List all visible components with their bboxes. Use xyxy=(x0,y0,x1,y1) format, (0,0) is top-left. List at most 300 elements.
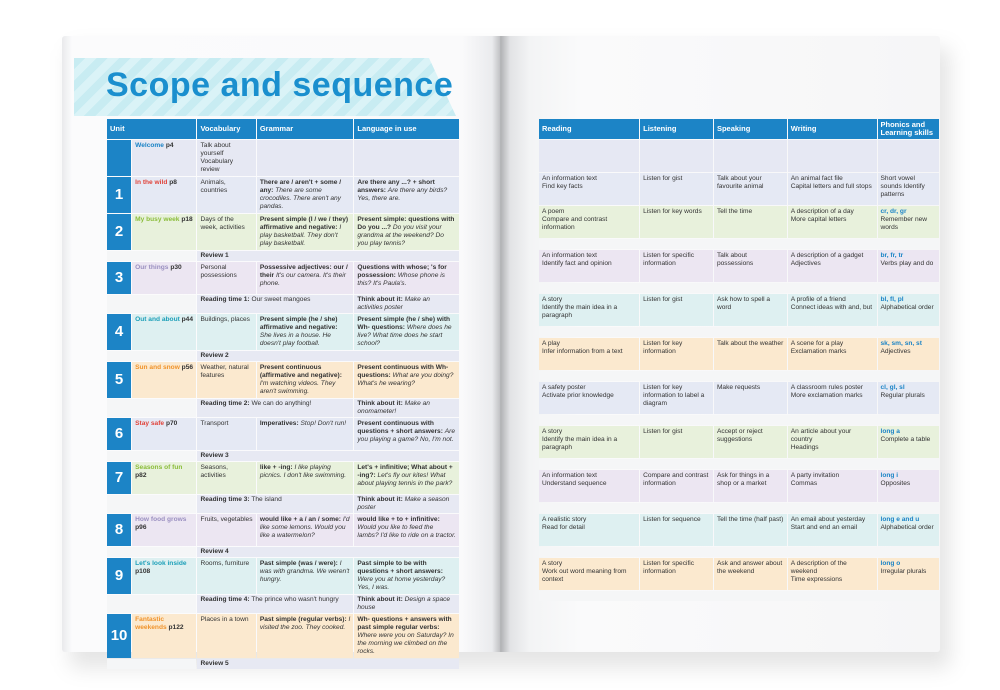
reading-cell xyxy=(539,294,639,326)
table-row xyxy=(539,206,939,238)
table-row xyxy=(539,327,939,337)
review-text: Review 4 xyxy=(200,548,229,555)
grammar-rule: Present continuous (affirmative and negative): xyxy=(259,364,342,379)
unit-page: p56 xyxy=(181,364,194,371)
grammar-example: I visited the zoo. They cooked. xyxy=(259,616,351,631)
table-row xyxy=(107,362,459,398)
row-spacer xyxy=(539,503,939,513)
phonics-sounds: long o xyxy=(880,560,901,567)
phonics-cell xyxy=(878,206,940,238)
unit-number: 2 xyxy=(107,214,131,250)
unit-number: 7 xyxy=(107,462,131,494)
unit-name-cell xyxy=(132,314,196,350)
unit-page: p70 xyxy=(165,420,178,427)
phonics-cell xyxy=(878,173,940,205)
phonics-text: Complete a table xyxy=(880,436,931,443)
table-row xyxy=(539,294,939,326)
phonics-text: Regular plurals xyxy=(880,392,925,399)
vocabulary-text: Personal possessions xyxy=(200,264,237,279)
phonics-sounds: long a xyxy=(880,428,900,435)
row-spacer xyxy=(539,371,939,381)
language-example: Where were you on Saturday? In the morning we climbed on the rocks. xyxy=(357,632,454,655)
grammar-cell xyxy=(257,462,354,494)
header-writing: Writing xyxy=(788,119,877,139)
listening-cell xyxy=(640,173,713,205)
language-example: Whose phone is this? It's Paula's. xyxy=(357,272,445,287)
phonics-cell xyxy=(878,558,940,590)
phonics-sounds: cl, gl, sl xyxy=(880,384,905,391)
grammar-rule: Imperatives: xyxy=(259,420,299,427)
speaking-text: Talk about possessions xyxy=(716,252,754,267)
vocabulary-text: Talk about yourself Vocabulary review xyxy=(200,142,234,173)
think-text: Make an activities poster xyxy=(357,296,430,311)
unit-name-cell xyxy=(132,614,196,658)
reading-time-label: Reading time 4: xyxy=(200,596,250,603)
phonics-sounds: sk, sm, sn, st xyxy=(880,340,922,347)
unit-number: 6 xyxy=(107,418,131,450)
reading-cell xyxy=(539,206,639,238)
vocabulary-cell xyxy=(197,614,255,658)
phonics-cell xyxy=(878,470,940,502)
writing-text: An animal fact file Capital letters and full stops xyxy=(790,175,872,190)
listening-cell xyxy=(640,338,713,370)
language-cell xyxy=(354,177,459,213)
row-spacer xyxy=(107,351,196,361)
listening-text: Listen for key information xyxy=(643,340,683,355)
phonics-cell xyxy=(878,426,940,458)
table-row xyxy=(539,503,939,513)
phonics-text: Alphabetical order xyxy=(880,524,934,531)
phonics-text: Adjectives xyxy=(880,348,911,355)
writing-text: A classroom rules poster More exclamation marks xyxy=(790,384,863,399)
table-row xyxy=(539,283,939,293)
unit-page: p108 xyxy=(135,568,151,575)
listening-cell xyxy=(640,294,713,326)
unit-name-cell xyxy=(132,514,196,546)
table-row xyxy=(107,462,459,494)
reading-time-title: The island xyxy=(251,496,282,503)
language-example: Where does he live? What time does he start school? xyxy=(357,324,452,347)
row-spacer xyxy=(107,399,196,417)
language-cell xyxy=(354,558,459,594)
speaking-cell xyxy=(714,250,787,282)
table-row xyxy=(107,558,459,594)
grammar-example: I was with grandma. We weren't hungry. xyxy=(259,560,350,583)
row-spacer xyxy=(539,547,939,557)
grammar-cell xyxy=(257,514,354,546)
vocabulary-text: Fruits, vegetables xyxy=(200,516,253,523)
language-rule: Present continuous with Wh- questions: xyxy=(357,364,449,379)
think-about-it-cell xyxy=(354,495,459,513)
phonics-text: Short vowel sounds Identify patterns xyxy=(880,175,925,198)
vocabulary-text: Days of the week, activities xyxy=(200,216,245,231)
unit-name-cell xyxy=(132,418,196,450)
table-row xyxy=(107,140,459,176)
unit-name: Our things xyxy=(135,264,169,271)
grammar-example: I play basketball. They don't play basketball. xyxy=(259,224,342,247)
header-reading: Reading xyxy=(539,119,639,139)
table-row xyxy=(107,214,459,250)
unit-page: p44 xyxy=(181,316,194,323)
phonics-cell xyxy=(878,514,940,546)
speaking-cell xyxy=(714,173,787,205)
think-label: Think about it: xyxy=(357,400,403,407)
language-cell xyxy=(354,140,459,176)
language-rule: Let's + infinitive; What about + -ing?: xyxy=(357,464,453,479)
table-row xyxy=(539,415,939,425)
row-spacer xyxy=(539,327,939,337)
listening-cell xyxy=(640,140,713,172)
writing-text: A profile of a friend Connect ideas with and, but xyxy=(790,296,873,311)
grammar-cell xyxy=(257,314,354,350)
table-row xyxy=(107,295,459,313)
vocabulary-cell xyxy=(197,514,255,546)
speaking-text: Ask and answer about the weekend xyxy=(716,560,783,575)
phonics-sounds: long e and u xyxy=(880,516,920,523)
writing-cell xyxy=(788,140,877,172)
table-row xyxy=(107,399,459,417)
speaking-text: Tell the time xyxy=(716,208,753,215)
reading-time-cell xyxy=(197,295,353,313)
scope-table-left xyxy=(106,118,460,670)
reading-cell xyxy=(539,514,639,546)
vocabulary-cell xyxy=(197,314,255,350)
writing-cell xyxy=(788,426,877,458)
table-row xyxy=(539,250,939,282)
think-about-it-cell xyxy=(354,295,459,313)
speaking-cell xyxy=(714,426,787,458)
unit-page: p122 xyxy=(168,624,184,631)
language-rule: Wh- questions + answers with past simple regular verbs: xyxy=(357,616,452,631)
language-example: Let's fly our kites! What about playing tennis in the park? xyxy=(357,472,453,487)
header-listening: Listening xyxy=(640,119,713,139)
think-label: Think about it: xyxy=(357,296,403,303)
phonics-cell xyxy=(878,338,940,370)
header-speaking: Speaking xyxy=(714,119,787,139)
vocabulary-text: Seasons, activities xyxy=(200,464,228,479)
language-rule: would like + to + infinitive: xyxy=(357,516,440,523)
row-spacer xyxy=(107,495,196,513)
unit-number: 4 xyxy=(107,314,131,350)
language-example: Are you playing a game? No, I'm not. xyxy=(357,428,456,443)
table-row xyxy=(107,314,459,350)
row-spacer xyxy=(107,595,196,613)
grammar-rule: would like + a / an / some: xyxy=(259,516,341,523)
think-label: Think about it: xyxy=(357,596,403,603)
unit-number: 1 xyxy=(107,177,131,213)
writing-text: A description of a gadget Adjectives xyxy=(790,252,864,267)
speaking-cell xyxy=(714,140,787,172)
speaking-cell xyxy=(714,206,787,238)
listening-text: Listen for key words xyxy=(643,208,702,215)
unit-name-cell xyxy=(132,462,196,494)
row-spacer xyxy=(539,239,939,249)
phonics-cell xyxy=(878,140,940,172)
unit-page: p4 xyxy=(165,142,174,149)
phonics-sounds: cr, dr, gr xyxy=(880,208,907,215)
unit-number: 9 xyxy=(107,558,131,594)
unit-number: 8 xyxy=(107,514,131,546)
row-spacer xyxy=(107,659,196,669)
grammar-example: I like playing picnics. I don't like swimming. xyxy=(259,464,347,479)
speaking-text: Make requests xyxy=(716,384,761,391)
listening-text: Listen for gist xyxy=(643,175,683,182)
listening-cell xyxy=(640,514,713,546)
writing-text: An email about yesterday Start and end an email xyxy=(790,516,866,531)
speaking-text: Tell the time (half past) xyxy=(716,516,784,523)
unit-name-cell xyxy=(132,214,196,250)
table-row xyxy=(107,547,459,557)
phonics-text: Alphabetical order xyxy=(880,304,934,311)
grammar-cell xyxy=(257,558,354,594)
unit-name-cell xyxy=(132,558,196,594)
vocabulary-cell xyxy=(197,214,255,250)
grammar-rule: Possessive adjectives: our / their xyxy=(259,264,348,279)
reading-cell xyxy=(539,338,639,370)
header-grammar: Grammar xyxy=(257,119,354,139)
listening-cell xyxy=(640,470,713,502)
vocabulary-cell xyxy=(197,177,255,213)
table-row xyxy=(107,451,459,461)
vocabulary-cell xyxy=(197,418,255,450)
table-row xyxy=(107,262,459,294)
unit-name-cell xyxy=(132,362,196,398)
listening-text: Listen for gist xyxy=(643,296,683,303)
writing-cell xyxy=(788,514,877,546)
scope-table-right xyxy=(538,118,940,602)
think-text: Make an onomameter! xyxy=(357,400,430,415)
review-label xyxy=(197,547,459,557)
unit-page: p96 xyxy=(135,524,147,531)
language-cell xyxy=(354,418,459,450)
language-rule: Questions with whose; 's for possession: xyxy=(357,264,447,279)
header-phonics: Phonics and Learning skills xyxy=(878,119,940,139)
unit-name: Welcome xyxy=(135,142,164,149)
writing-text: A scene for a play Exclamation marks xyxy=(790,340,847,355)
language-cell xyxy=(354,314,459,350)
open-book xyxy=(62,36,940,667)
page-title: Scope and sequence xyxy=(106,66,454,104)
grammar-cell xyxy=(257,418,354,450)
review-label xyxy=(197,451,459,461)
writing-cell xyxy=(788,338,877,370)
phonics-cell xyxy=(878,250,940,282)
reading-cell xyxy=(539,382,639,414)
phonics-cell xyxy=(878,294,940,326)
vocabulary-text: Transport xyxy=(200,420,229,427)
language-rule: Past simple to be with questions + short answers: xyxy=(357,560,443,575)
unit-name-cell xyxy=(132,262,196,294)
unit-name: Seasons of fun xyxy=(135,464,183,471)
speaking-cell xyxy=(714,470,787,502)
speaking-cell xyxy=(714,338,787,370)
row-spacer xyxy=(539,591,939,601)
phonics-text: Irregular plurals xyxy=(880,568,927,575)
vocabulary-cell xyxy=(197,558,255,594)
language-example: What are you doing? What's he wearing? xyxy=(357,372,454,387)
language-example: Would you like to feed the lambs? I'd like to ride on a tractor. xyxy=(357,524,456,539)
row-spacer xyxy=(107,251,196,261)
reading-cell xyxy=(539,250,639,282)
writing-text: A description of the weekend Time expressions xyxy=(790,560,847,583)
reading-time-cell xyxy=(197,399,353,417)
language-cell xyxy=(354,614,459,658)
vocabulary-text: Weather, natural features xyxy=(200,364,249,379)
table-row xyxy=(539,371,939,381)
grammar-cell xyxy=(257,140,354,176)
unit-name: Let's look inside xyxy=(135,560,187,567)
reading-text: A poem Compare and contrast information xyxy=(542,208,608,231)
grammar-example: She lives in a house. He doesn't play football. xyxy=(259,332,331,347)
row-spacer xyxy=(539,415,939,425)
listening-text: Listen for sequence xyxy=(643,516,701,523)
reading-cell xyxy=(539,426,639,458)
reading-time-label: Reading time 3: xyxy=(200,496,250,503)
unit-page: p18 xyxy=(181,216,193,223)
reading-text: A story Identify the main idea in a paragraph xyxy=(542,296,618,319)
reading-time-title: Our sweet mangoes xyxy=(251,296,311,303)
row-spacer xyxy=(107,451,196,461)
reading-text: A realistic story Read for detail xyxy=(542,516,587,531)
table-row xyxy=(107,418,459,450)
language-cell xyxy=(354,514,459,546)
unit-name: Stay safe xyxy=(135,420,165,427)
table-row xyxy=(107,595,459,613)
listening-cell xyxy=(640,206,713,238)
language-rule: Present simple: questions with Do you ...? xyxy=(357,216,455,231)
unit-name: In the wild xyxy=(135,179,168,186)
grammar-example: Stop! Don't run! xyxy=(300,420,347,427)
speaking-cell xyxy=(714,558,787,590)
unit-name: My busy week xyxy=(135,216,180,223)
table-row xyxy=(539,426,939,458)
reading-text: A story Work out word meaning from context xyxy=(542,560,627,583)
reading-text: An information text Find key facts xyxy=(542,175,597,190)
listening-cell xyxy=(640,558,713,590)
language-rule: Are there any ...? + short answers: xyxy=(357,179,435,194)
writing-cell xyxy=(788,294,877,326)
reading-cell xyxy=(539,140,639,172)
grammar-rule: Past simple (regular verbs): xyxy=(259,616,347,623)
listening-text: Listen for specific information xyxy=(643,560,695,575)
left-page xyxy=(62,36,500,667)
language-example: Were you at home yesterday? Yes, I was. xyxy=(357,576,446,591)
vocabulary-text: Rooms, furniture xyxy=(200,560,250,567)
reading-text: A safety poster Activate prior knowledge xyxy=(542,384,614,399)
vocabulary-cell xyxy=(197,362,255,398)
table-row xyxy=(539,514,939,546)
table-row xyxy=(539,470,939,502)
review-text: Review 2 xyxy=(200,352,229,359)
writing-text: A description of a day More capital letters xyxy=(790,208,854,223)
speaking-cell xyxy=(714,514,787,546)
reading-cell xyxy=(539,558,639,590)
row-spacer xyxy=(107,547,196,557)
writing-cell xyxy=(788,470,877,502)
right-page xyxy=(500,36,940,652)
reading-cell xyxy=(539,173,639,205)
grammar-example: I'm watching videos. They aren't swimming. xyxy=(259,380,336,395)
table-row xyxy=(107,614,459,658)
reading-time-label: Reading time 2: xyxy=(200,400,250,407)
listening-text: Listen for gist xyxy=(643,428,683,435)
speaking-text: Talk about your favourite animal xyxy=(716,175,764,190)
table-row xyxy=(107,514,459,546)
language-cell xyxy=(354,462,459,494)
language-rule: Present simple (he / she) with Wh- questions: xyxy=(357,316,451,331)
review-text: Review 5 xyxy=(200,660,229,667)
unit-number: 3 xyxy=(107,262,131,294)
listening-cell xyxy=(640,382,713,414)
table-row xyxy=(539,382,939,414)
speaking-text: Ask how to spell a word xyxy=(716,296,771,311)
reading-time-cell xyxy=(197,495,353,513)
review-text: Review 1 xyxy=(200,252,229,259)
table-row xyxy=(107,351,459,361)
writing-text: An article about your country Headings xyxy=(790,428,852,451)
unit-number: 10 xyxy=(107,614,131,658)
speaking-cell xyxy=(714,294,787,326)
listening-text: Compare and contrast information xyxy=(643,472,709,487)
listening-cell xyxy=(640,250,713,282)
phonics-text: Verbs play and do xyxy=(880,260,934,267)
grammar-rule: Present simple (I / we / they) affirmative and negative: xyxy=(259,216,349,231)
listening-text: Listen for specific information xyxy=(643,252,695,267)
vocabulary-text: Places in a town xyxy=(200,616,249,623)
unit-name: Fantastic weekends xyxy=(135,616,167,631)
writing-cell xyxy=(788,558,877,590)
unit-number: 5 xyxy=(107,362,131,398)
grammar-rule: Present simple (he / she) affirmative and negative: xyxy=(259,316,338,331)
language-cell xyxy=(354,214,459,250)
review-label xyxy=(197,659,459,669)
review-label xyxy=(197,251,459,261)
unit-name-cell xyxy=(132,140,196,176)
header-language-in-use: Language in use xyxy=(354,119,459,139)
reading-text: A play Infer information from a text xyxy=(542,340,623,355)
reading-text: An information text Identify fact and opinion xyxy=(542,252,612,267)
unit-name: How food grows xyxy=(135,516,187,523)
row-spacer xyxy=(539,459,939,469)
table-row xyxy=(539,591,939,601)
unit-name: Out and about xyxy=(135,316,180,323)
header-unit: Unit xyxy=(107,119,196,139)
writing-cell xyxy=(788,206,877,238)
reading-time-title: We can do anything! xyxy=(251,400,312,407)
writing-cell xyxy=(788,382,877,414)
table-row xyxy=(539,558,939,590)
reading-text: An information text Understand sequence xyxy=(542,472,607,487)
table-row xyxy=(107,659,459,669)
row-spacer xyxy=(539,283,939,293)
language-cell xyxy=(354,262,459,294)
review-text: Review 3 xyxy=(200,452,229,459)
speaking-cell xyxy=(714,382,787,414)
reading-cell xyxy=(539,470,639,502)
grammar-example: I'd like some lemons. Would you like a watermelon? xyxy=(259,516,350,539)
phonics-sounds: br, fr, tr xyxy=(880,252,904,259)
table-row xyxy=(539,173,939,205)
review-label xyxy=(197,351,459,361)
table-row xyxy=(539,338,939,370)
unit-number xyxy=(107,140,131,176)
language-example: Are there any birds? Yes, there are. xyxy=(357,187,448,202)
listening-text: Listen for key information to label a diagram xyxy=(643,384,705,407)
vocabulary-text: Buildings, places xyxy=(200,316,250,323)
grammar-rule: Past simple (was / were): xyxy=(259,560,338,567)
listening-cell xyxy=(640,426,713,458)
writing-text: A party invitation Commas xyxy=(790,472,840,487)
